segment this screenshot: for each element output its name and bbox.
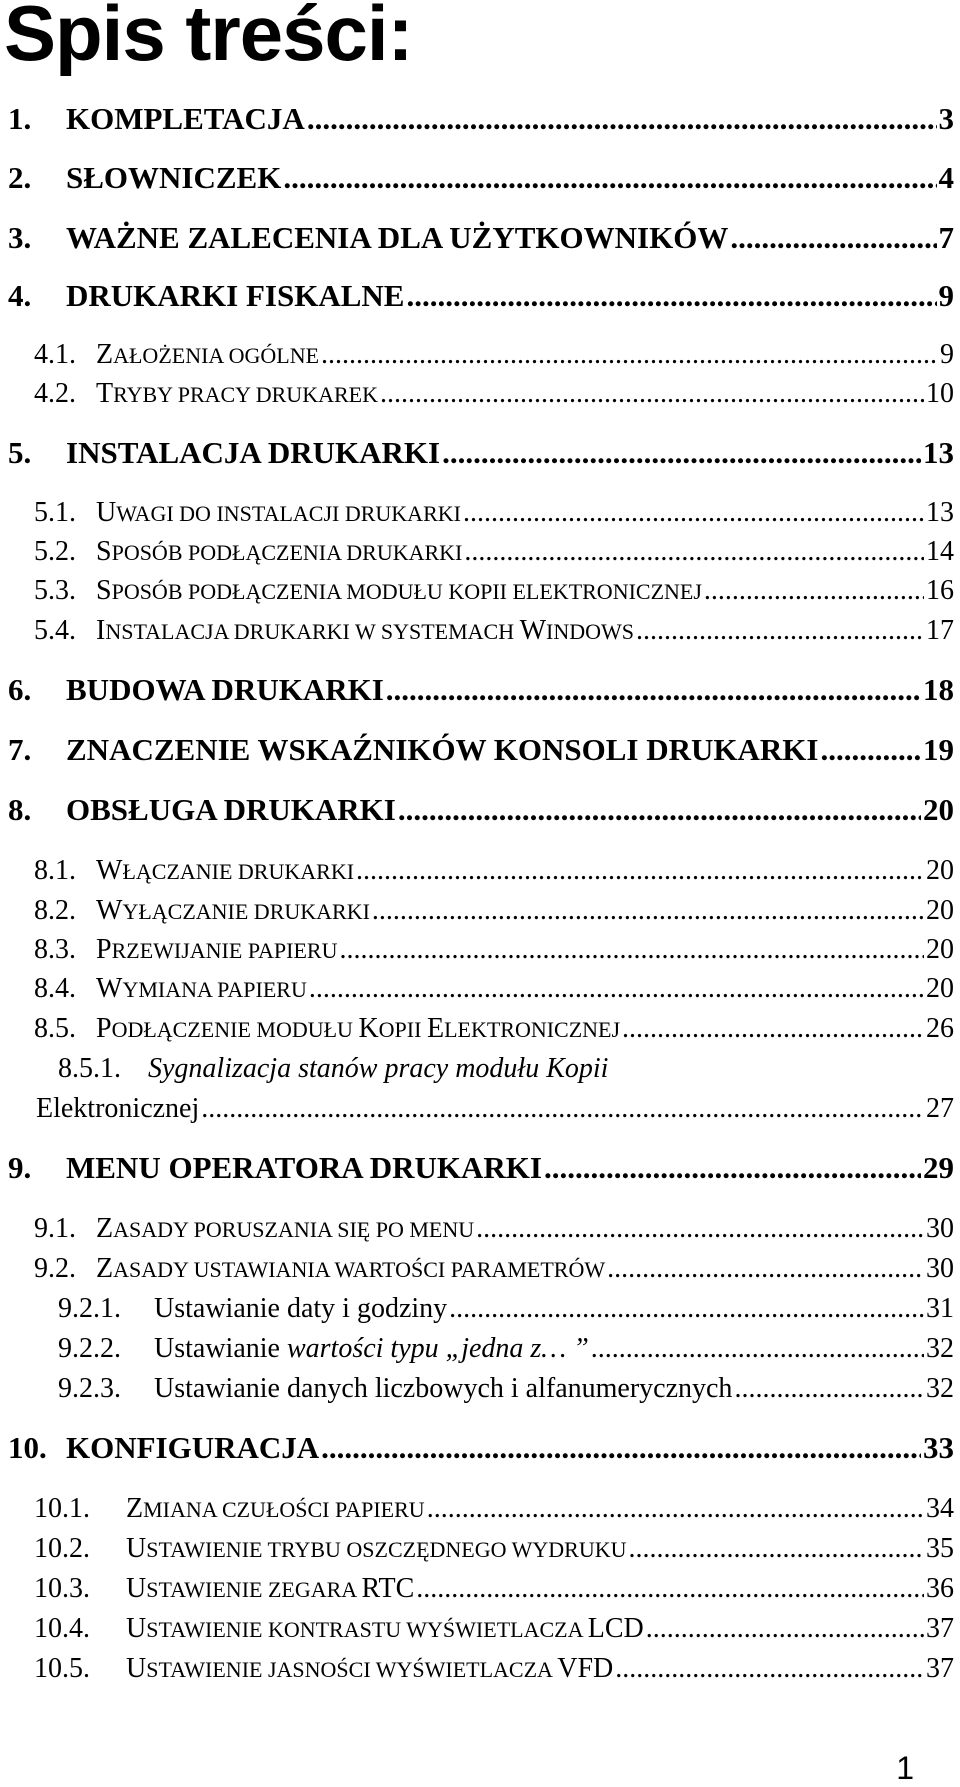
toc-entry-page: 20 xyxy=(926,934,954,965)
toc-leader-dots xyxy=(309,972,924,1006)
toc-entry-title-part: Z xyxy=(96,339,114,370)
toc-leader-dots xyxy=(406,277,936,314)
toc-entry-page: 26 xyxy=(926,1013,954,1044)
toc-entry-page: 36 xyxy=(926,1573,954,1604)
toc-leader-dots xyxy=(372,894,924,928)
toc-leader-dots xyxy=(380,377,924,411)
toc-entry-title-part: ŁĄCZANIE DRUKARKI xyxy=(122,859,355,884)
toc-entry[interactable] xyxy=(0,933,954,968)
toc-leader-dots xyxy=(607,1252,924,1286)
toc-leader-dots xyxy=(464,535,924,569)
toc-entry-page: 4 xyxy=(938,160,954,195)
toc-entry-number: 8.5. xyxy=(34,1013,76,1044)
toc-entry-number: 10.1. xyxy=(34,1493,90,1524)
toc-entry-page: 30 xyxy=(926,1213,954,1244)
toc-leader-dots xyxy=(622,1012,924,1046)
toc-entry-page: 34 xyxy=(926,1493,954,1524)
toc-entry[interactable] xyxy=(0,338,954,373)
toc-leader-dots xyxy=(544,1149,921,1186)
toc-entry-title xyxy=(96,496,461,531)
toc-entry-number: 8. xyxy=(8,792,32,827)
toc-entry-title-part: Z xyxy=(96,1213,114,1244)
toc-entry-title-part: Z xyxy=(96,1253,114,1284)
toc-entry-title-part: YŁĄCZANIE DRUKARKI xyxy=(122,899,370,924)
toc-entry-page: 37 xyxy=(926,1653,954,1684)
toc-entry-page: 31 xyxy=(926,1293,954,1324)
toc-entry-title xyxy=(154,1292,447,1326)
toc-entry-title xyxy=(96,377,378,412)
toc-entry-title xyxy=(126,1492,425,1527)
toc-entry[interactable] xyxy=(0,1532,954,1567)
toc-entry-page: 19 xyxy=(923,732,954,767)
toc-entry-title-part: T xyxy=(96,378,114,409)
toc-leader-dots xyxy=(307,100,937,137)
toc-entry-number: 8.4. xyxy=(34,973,76,1004)
toc-entry[interactable] xyxy=(0,434,954,471)
toc-entry-page: 13 xyxy=(926,497,954,528)
toc-entry-title-text: Ustawianie daty i godziny xyxy=(154,1293,448,1324)
toc-entry-page: 16 xyxy=(926,575,954,606)
toc-entry-page: 7 xyxy=(938,220,954,255)
toc-leader-dots xyxy=(340,933,925,967)
toc-entry-page: 27 xyxy=(926,1093,954,1124)
toc-entry-title xyxy=(126,1532,627,1567)
toc-entry-title-text: Ustawianie danych liczbowych i alfanumerycznych xyxy=(154,1373,733,1404)
toc-entry-number: 6. xyxy=(8,672,32,707)
toc-entry-title-part: S xyxy=(96,536,112,567)
toc-entry-title xyxy=(96,1212,474,1247)
page-title: Spis treści: xyxy=(4,0,413,77)
toc-entry-title-text: KOMPLETACJA xyxy=(66,101,305,136)
toc-entry-title-part: U xyxy=(126,1573,147,1604)
toc-entry-title-part: RTC xyxy=(361,1573,415,1604)
toc-entry[interactable] xyxy=(0,535,954,570)
toc-entry-number: 7. xyxy=(8,732,32,767)
toc-entry[interactable] xyxy=(0,854,954,889)
toc-entry-number: 10.5. xyxy=(34,1653,90,1684)
toc-entry-page: 13 xyxy=(923,435,954,470)
toc-entry-title-part: POSÓB PODŁĄCZENIA DRUKARKI xyxy=(111,540,463,565)
toc-entry-title xyxy=(66,277,404,314)
toc-entry-page: 33 xyxy=(923,1430,954,1465)
toc-entry-title-text: BUDOWA DRUKARKI xyxy=(66,672,384,707)
toc-entry-number: 9. xyxy=(8,1150,32,1185)
toc-entry[interactable] xyxy=(0,100,954,137)
toc-entry-title-part: LEKTRONICZNEJ xyxy=(444,1017,621,1042)
toc-entry-title-part: WAGI DO INSTALACJI DRUKARKI xyxy=(116,501,461,526)
toc-entry-number: 4.1. xyxy=(34,339,76,370)
toc-entry-title-part: NSTALACJA DRUKARKI W SYSTEMACH xyxy=(105,619,520,644)
toc-entry-page: 9 xyxy=(940,339,954,370)
toc-entry-title-part: RYBY PRACY DRUKAREK xyxy=(113,382,378,407)
toc-leader-dots xyxy=(629,1532,925,1566)
toc-entry-title xyxy=(148,1052,608,1086)
toc-entry-number: 5. xyxy=(8,435,32,470)
page-number: 1 xyxy=(896,1750,914,1786)
toc-entry-title-part: POSÓB PODŁĄCZENIA MODUŁU KOPII ELEKTRONICZNEJ xyxy=(111,579,702,604)
toc-entry-page: 32 xyxy=(926,1373,954,1404)
toc-entry-title-text: Elektronicznej xyxy=(36,1093,200,1124)
toc-leader-dots xyxy=(730,219,936,256)
toc-entry[interactable] xyxy=(0,1212,954,1247)
toc-entry-page: 20 xyxy=(926,855,954,886)
toc-entry-title-text: KONFIGURACJA xyxy=(66,1430,320,1465)
toc-entry[interactable] xyxy=(0,1332,954,1366)
toc-leader-dots xyxy=(615,1652,924,1686)
toc-entry-title-text: DRUKARKI FISKALNE xyxy=(66,278,405,313)
toc-leader-dots xyxy=(427,1492,924,1526)
toc-entry[interactable] xyxy=(0,574,954,609)
toc-entry-number: 10.2. xyxy=(34,1533,90,1564)
toc-entry[interactable] xyxy=(0,1429,954,1466)
toc-entry[interactable] xyxy=(0,1052,954,1086)
toc-entry[interactable] xyxy=(0,219,954,256)
toc-entry-title-part: STAWIENIE JASNOŚCI WYŚWIETLACZA xyxy=(146,1657,558,1682)
toc-entry[interactable] xyxy=(0,1652,954,1687)
toc-entry[interactable] xyxy=(0,791,954,828)
toc-entry-title-part: Z xyxy=(126,1493,144,1524)
toc-leader-dots xyxy=(646,1612,924,1646)
toc-entry-title-part: W xyxy=(519,615,547,646)
toc-entry-title-part: MIANA CZUŁOŚCI PAPIERU xyxy=(143,1497,425,1522)
toc-entry-title xyxy=(126,1652,613,1687)
toc-entry-number: 5.3. xyxy=(34,575,76,606)
toc-entry[interactable] xyxy=(0,671,954,708)
toc-entry-page: 20 xyxy=(926,895,954,926)
toc-entry-title-part: K xyxy=(358,1013,379,1044)
toc-leader-dots xyxy=(463,496,924,530)
toc-entry[interactable] xyxy=(0,277,954,314)
toc-entry-title xyxy=(66,671,384,708)
toc-entry-number: 8.2. xyxy=(34,895,76,926)
toc-entry[interactable] xyxy=(0,1492,954,1527)
toc-entry[interactable] xyxy=(0,1572,954,1607)
toc-entry-title-italic: wartości typu „jedna z… ” xyxy=(286,1333,589,1364)
toc-entry-number: 10.4. xyxy=(34,1613,90,1644)
toc-entry-title-part: I xyxy=(96,615,106,646)
toc-leader-dots xyxy=(442,434,921,471)
toc-entry-page: 3 xyxy=(938,101,954,136)
toc-leader-dots xyxy=(734,1372,924,1406)
toc-entry[interactable] xyxy=(0,1149,954,1186)
toc-entry-title-text: INSTALACJA DRUKARKI xyxy=(66,435,441,470)
toc-entry-title-part: W xyxy=(96,973,123,1004)
toc-entry-number: 10.3. xyxy=(34,1573,90,1604)
toc-entry-title xyxy=(96,574,702,609)
toc-entry-title-part: ASADY USTAWIANIA WARTOŚCI PARAMETRÓW xyxy=(113,1257,606,1282)
toc-entry-title xyxy=(96,535,462,570)
toc-entry[interactable] xyxy=(0,614,954,649)
toc-leader-dots xyxy=(820,731,921,768)
toc-entry-title-part: U xyxy=(126,1653,147,1684)
toc-entry[interactable] xyxy=(0,1372,954,1406)
toc-entry-title-part: OPII xyxy=(378,1017,427,1042)
toc-entry-number: 9.1. xyxy=(34,1213,76,1244)
toc-entry-title-part: W xyxy=(96,855,123,886)
toc-leader-dots xyxy=(636,614,924,648)
toc-entry-title-text: SŁOWNICZEK xyxy=(66,160,282,195)
toc-entry-number: 9.2. xyxy=(34,1253,76,1284)
toc-leader-dots xyxy=(591,1332,924,1366)
toc-entry-title-part: W xyxy=(96,895,123,926)
toc-entry-title xyxy=(96,972,307,1007)
toc-leader-dots xyxy=(398,791,921,828)
toc-entry-title-part: INDOWS xyxy=(546,619,635,644)
toc-leader-dots xyxy=(449,1292,924,1326)
toc-entry[interactable] xyxy=(0,972,954,1007)
toc-entry-number: 4.2. xyxy=(34,378,76,409)
toc-entry[interactable] xyxy=(0,1252,954,1287)
toc-entry-page: 37 xyxy=(926,1613,954,1644)
toc-entry-number: 2. xyxy=(8,160,32,195)
toc-entry[interactable] xyxy=(0,377,954,412)
toc-entry-page: 20 xyxy=(923,792,954,827)
toc-entry-title-part: S xyxy=(96,575,112,606)
toc-entry-title-part: U xyxy=(96,497,117,528)
toc-entry-title-part: STAWIENIE TRYBU OSZCZĘDNEGO WYDRUKU xyxy=(146,1537,627,1562)
toc-entry-title-text: WAŻNE ZALECENIA DLA UŻYTKOWNIKÓW xyxy=(66,220,729,255)
toc-leader-dots xyxy=(283,159,936,196)
toc-entry-title-part: U xyxy=(126,1533,147,1564)
toc-entry-title xyxy=(96,1012,620,1047)
toc-entry-title xyxy=(66,434,440,471)
toc-entry-number: 8.1. xyxy=(34,855,76,886)
toc-entry-number: 8.3. xyxy=(34,934,76,965)
toc-entry-title xyxy=(96,894,370,929)
toc-entry-title xyxy=(126,1612,644,1647)
toc-entry-title-part: STAWIENIE KONTRASTU WYŚWIETLACZA xyxy=(146,1617,588,1642)
toc-entry-title-part: ASADY PORUSZANIA SIĘ PO MENU xyxy=(113,1217,475,1242)
toc-entry-title xyxy=(66,100,305,137)
toc-leader-dots xyxy=(704,574,924,608)
toc-leader-dots xyxy=(416,1572,924,1606)
toc-entry-page: 9 xyxy=(938,278,954,313)
toc-entry-number: 5.1. xyxy=(34,497,76,528)
toc-entry-title-part: AŁOŻENIA OGÓLNE xyxy=(113,343,320,368)
toc-entry-page: 10 xyxy=(926,378,954,409)
toc-entry-page: 14 xyxy=(926,536,954,567)
toc-entry-title xyxy=(154,1372,732,1406)
toc-entry-title xyxy=(96,1252,605,1287)
toc-entry-title-text: ZNACZENIE WSKAŹNIKÓW KONSOLI DRUKARKI xyxy=(66,732,819,767)
toc-entry[interactable] xyxy=(0,894,954,929)
toc-entry-page: 20 xyxy=(926,973,954,1004)
toc-entry-page: 32 xyxy=(926,1333,954,1364)
toc-entry-page: 18 xyxy=(923,672,954,707)
toc-entry[interactable] xyxy=(0,1012,954,1047)
toc-entry-page: 30 xyxy=(926,1253,954,1284)
toc-leader-dots xyxy=(321,338,938,372)
toc-entry-number: 9.2.3. xyxy=(58,1373,121,1404)
toc-entry-number: 3. xyxy=(8,220,32,255)
toc-entry-title-part: P xyxy=(96,934,112,965)
toc-entry-title-part: RZEWIJANIE PAPIERU xyxy=(111,938,338,963)
toc-entry-title-part: P xyxy=(96,1013,112,1044)
toc-entry-number: 1. xyxy=(8,101,32,136)
toc-entry-title-part: U xyxy=(126,1613,147,1644)
toc-entry-title-text: Ustawianie xyxy=(154,1333,287,1364)
toc-entry-title-part: YMIANA PAPIERU xyxy=(122,977,307,1002)
toc-entry-number: 5.2. xyxy=(34,536,76,567)
toc-entry[interactable] xyxy=(0,1612,954,1647)
toc-entry-title xyxy=(96,854,354,889)
toc-entry-page: 17 xyxy=(926,615,954,646)
toc-entry-title-text: MENU OPERATORA DRUKARKI xyxy=(66,1150,542,1185)
toc-entry[interactable] xyxy=(0,1092,954,1126)
toc-entry-number: 9.2.2. xyxy=(58,1333,121,1364)
toc-entry-title-part: VFD xyxy=(557,1653,614,1684)
toc-entry-title-text: Sygnalizacja stanów pracy modułu Kopii xyxy=(148,1053,609,1084)
toc-entry[interactable] xyxy=(0,496,954,531)
toc-entry-title xyxy=(126,1572,414,1607)
toc-entry[interactable] xyxy=(0,159,954,196)
toc-entry-number: 4. xyxy=(8,278,32,313)
toc-entry-page: 35 xyxy=(926,1533,954,1564)
toc-leader-dots xyxy=(321,1429,921,1466)
toc-entry-page: 29 xyxy=(923,1150,954,1185)
toc-leader-dots xyxy=(386,671,921,708)
toc-entry-title-part: ODŁĄCZENIE MODUŁU xyxy=(111,1017,359,1042)
toc-entry-title-part: LCD xyxy=(587,1613,644,1644)
toc-leader-dots xyxy=(476,1212,924,1246)
toc-entry-number: 9.2.1. xyxy=(58,1293,121,1324)
toc-entry-title-part: E xyxy=(426,1013,445,1044)
toc-leader-dots xyxy=(356,854,924,888)
toc-entry-title xyxy=(96,933,338,968)
toc-entry[interactable] xyxy=(0,1292,954,1326)
toc-entry[interactable] xyxy=(0,731,954,768)
toc-entry-title-part: STAWIENIE ZEGARA xyxy=(146,1577,362,1602)
toc-entry-title xyxy=(96,338,319,373)
toc-entry-number: 10. xyxy=(8,1430,47,1465)
toc-entry-number: 8.5.1. xyxy=(58,1053,121,1084)
toc-entry-title xyxy=(96,614,634,649)
toc-entry-title xyxy=(66,1429,319,1466)
toc-entry-number: 5.4. xyxy=(34,615,76,646)
toc-entry-title xyxy=(66,159,281,196)
toc-entry-title xyxy=(66,1149,542,1186)
toc-entry-title xyxy=(66,219,728,256)
toc-entry-title xyxy=(66,791,396,828)
toc-entry-title xyxy=(36,1092,199,1126)
toc-leader-dots xyxy=(201,1092,924,1126)
toc-entry-title xyxy=(66,731,818,768)
toc-entry-title xyxy=(154,1332,589,1366)
toc-entry-title-text: OBSŁUGA DRUKARKI xyxy=(66,792,396,827)
